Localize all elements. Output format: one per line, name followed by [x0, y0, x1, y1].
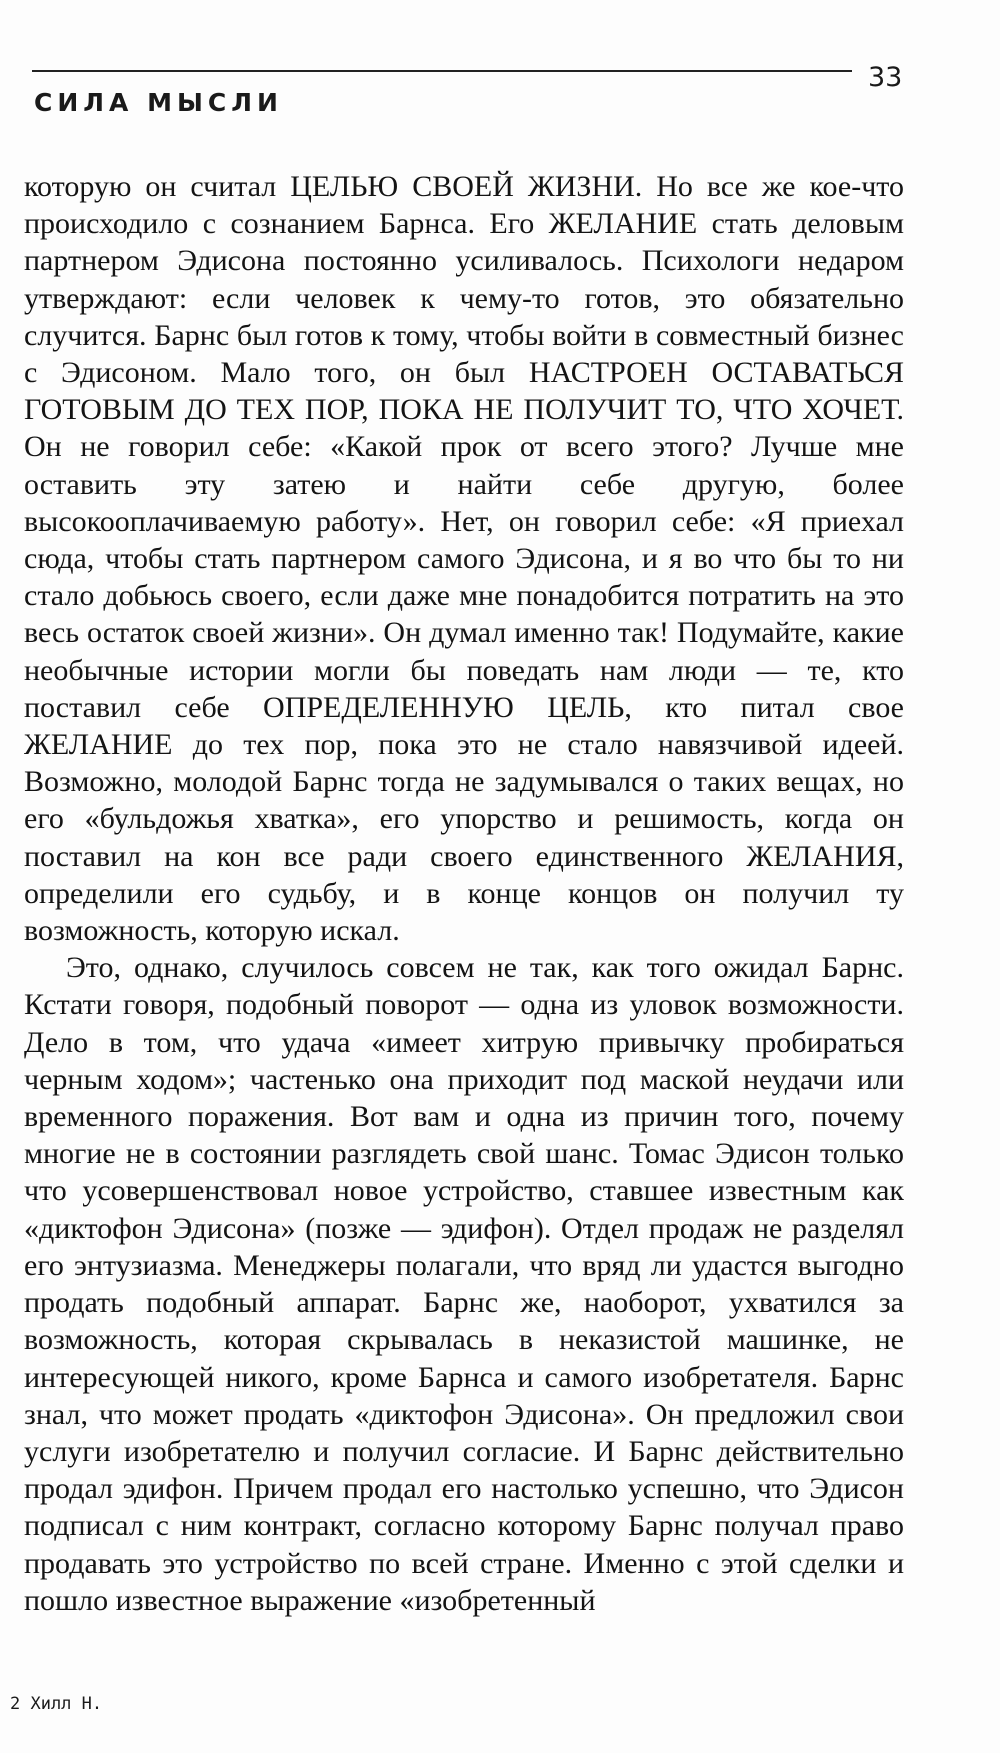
body-text — [24, 168, 904, 1619]
signature-mark: 2 Хилл Н. — [10, 1694, 103, 1714]
page-number: 33 — [868, 62, 903, 93]
paragraph: Это, однако, случилось совсем не так, как того ожидал Барнс. Кстати говоря, подобный поворот — одна из уловок возможности. Дело в том, что удача «имеет хитрую привычку пробираться черным ходом»; частенько она приходит под маской неудачи или временного поражения. Вот вам и одна из причин того, почему многие не в состоянии разглядеть свой шанс. Томас Эдисон только что усовершенствовал новое устройство, ставшее известным как «диктофон Эдисона» (позже — эдифон). Отдел продаж не разделял его энтузиазма. Менеджеры полагали, что вряд ли удастся выгодно продать подобный аппарат. Барнс же, наоборот, ухватился за возможность, которая скрывалась в неказистой машинке, не интересующей никого, кроме Барнса и самого изобретателя. Барнс знал, что может продать «диктофон Эдисона». Он предложил свои услуги изобретателю и получил согласие. И Барнс действительно продал эдифон. Причем продал его настолько успешно, что Эдисон подписал с ним контракт, согласно которому Барнс получал право продавать это устройство по всей стране. Именно с этой сделки и пошло известное выражение «изобретенный — [24, 951, 904, 1617]
paragraph: которую он считал ЦЕЛЬЮ СВОЕЙ ЖИЗНИ. Но все же кое-что происходило с сознанием Барнса. Его ЖЕЛАНИЕ стать деловым партнером Эдисона постоянно усиливалось. Психологи недаром утверждают: если человек к чему-то готов, это обязательно случится. Барнс был готов к тому, чтобы войти в совместный бизнес с Эдисоном. Мало того, он был НАСТРОЕН ОСТАВАТЬСЯ ГОТОВЫМ ДО ТЕХ ПОР, ПОКА НЕ ПОЛУЧИТ ТО, ЧТО ХОЧЕТ. Он не говорил себе: «Какой прок от всего этого? Лучше мне оставить эту затею и найти себе другую, более высокооплачиваемую работу». Нет, он говорил себе: «Я приехал сюда, чтобы стать партнером самого Эдисона, и я во что бы то ни стало добьюсь своего, если даже мне понадобится потратить на это весь остаток своей жизни». Он думал именно так! Подумайте, какие необычные истории могли бы поведать нам люди — те, кто поставил себе ОПРЕДЕЛЕННУЮ ЦЕЛЬ, кто питал свое ЖЕЛАНИЕ до тех пор, пока это не стало навязчивой идеей. Возможно, молодой Барнс тогда не задумывался о таких вещах, но его «бульдожья хватка», его упорство и решимость, когда он поставил на кон все ради своего единственного ЖЕЛАНИЯ, определили его судьбу, и в конце концов он получил ту возможность, которую искал. — [24, 170, 904, 948]
header-rule — [32, 70, 852, 72]
running-head-title: СИЛА МЫСЛИ — [34, 88, 283, 117]
